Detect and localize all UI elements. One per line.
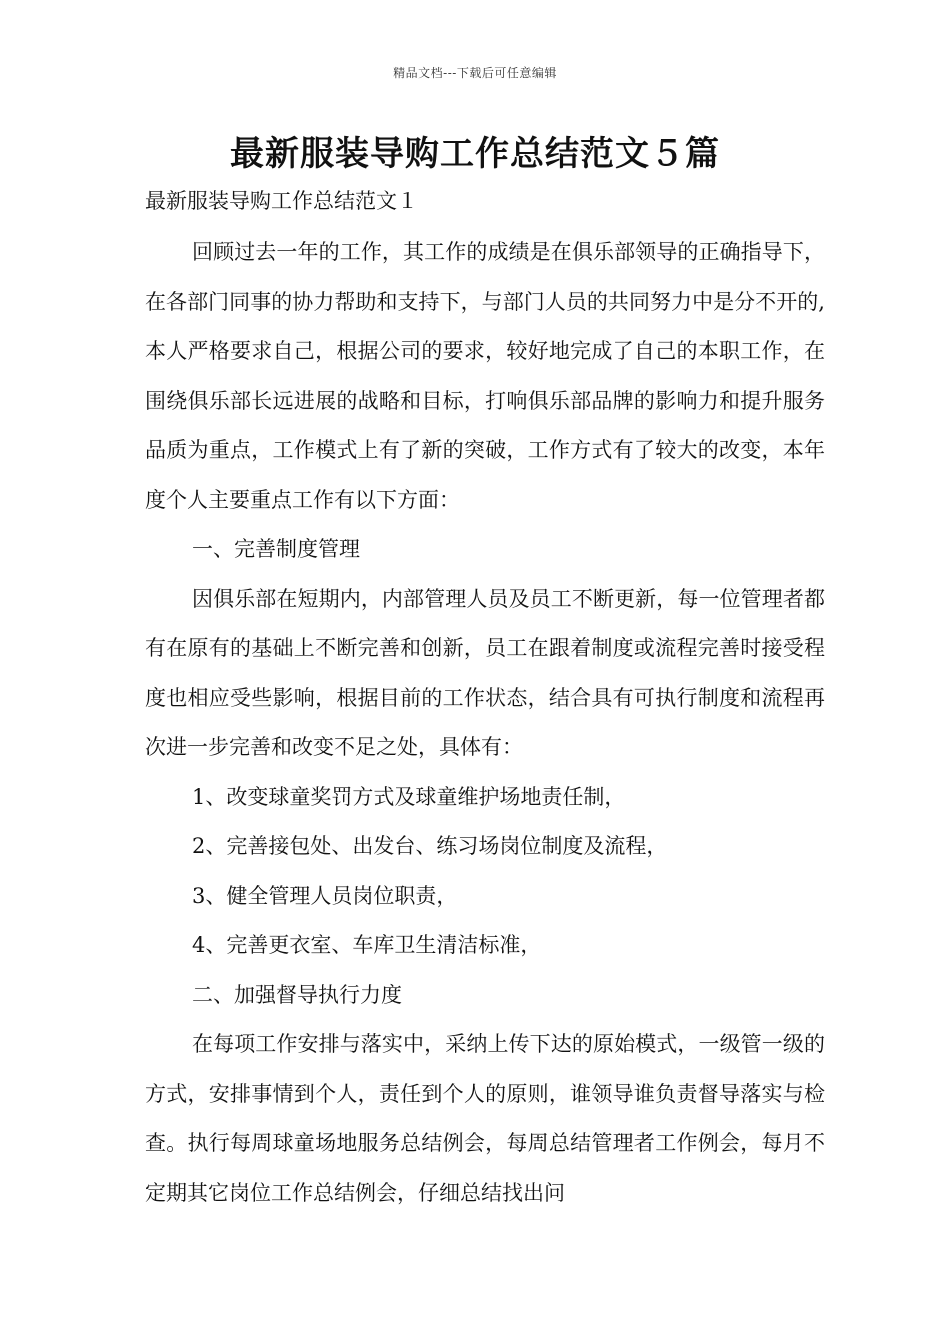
heading-section-2: 二、加强督导执行力度: [192, 982, 402, 1007]
paragraph-section-1: 因俱乐部在短期内，内部管理人员及员工不断更新，每一位管理者都有在原有的基础上不断完善和创新，员工在跟着制度或流程完善时接受程度也相应受些影响，根据目前的工作状态，结合具有可执行制度和流程再次进一步完善和改变不足之处，具体有：: [145, 586, 825, 759]
section-subtitle: 最新服装导购工作总结范文１: [145, 189, 418, 213]
document-title: 最新服装导购工作总结范文５篇: [230, 134, 720, 174]
list-item-2: 2、完善接包处、出发台、练习场岗位制度及流程，: [192, 834, 668, 858]
header-note: 精品文档---下载后可任意编辑: [393, 66, 557, 80]
list-item-1: 1、改变球童奖罚方式及球童维护场地责任制，: [192, 784, 626, 809]
document-body: [145, 186, 825, 1218]
list-item-3: 3、健全管理人员岗位职责，: [192, 883, 458, 908]
heading-section-1: 一、完善制度管理: [192, 537, 360, 561]
paragraph-section-2: 在每项工作安排与落实中，采纳上传下达的原始模式，一级管一级的方式，安排事情到个人，责任到个人的原则，谁领导谁负责督导落实与检查。执行每周球童场地服务总结例会，每周总结管理者工作例会，每月不定期其它岗位工作总结例会，仔细总结找出问: [145, 1032, 825, 1205]
paragraph-intro: 回顾过去一年的工作，其工作的成绩是在俱乐部领导的正确指导下，在各部门同事的协力帮助和支持下，与部门人员的共同努力中是分不开的,本人严格要求自己，根据公司的要求，较好地完成了自己的本职工作，在围绕俱乐部长远进展的战略和目标，打响俱乐部品牌的影响力和提升服务品质为重点，工作模式上有了新的突破，工作方式有了较大的改变，本年度个人主要重点工作有以下方面：: [145, 240, 825, 512]
list-item-4: 4、完善更衣室、车库卫生清洁标准，: [192, 933, 542, 957]
